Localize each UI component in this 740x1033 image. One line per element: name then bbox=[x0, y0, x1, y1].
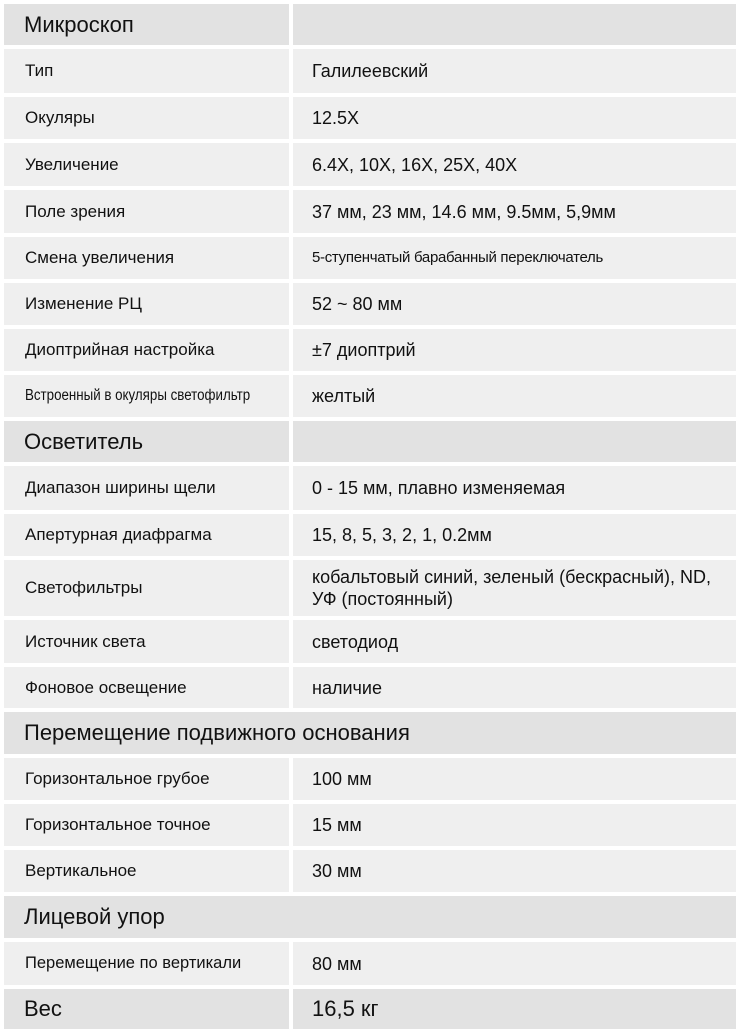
row-label: Апертурная диафрагма bbox=[4, 514, 289, 556]
row-label: Диоптрийная настройка bbox=[4, 329, 289, 371]
table-row bbox=[4, 804, 736, 846]
row-value: 52 ~ 80 мм bbox=[293, 283, 736, 325]
row-label: Смена увеличения bbox=[4, 237, 289, 279]
row-label: Окуляры bbox=[4, 97, 289, 139]
table-row bbox=[4, 514, 736, 556]
row-label: Источник света bbox=[4, 620, 289, 663]
table-row bbox=[4, 49, 736, 93]
row-value: Галилеевский bbox=[293, 49, 736, 93]
section-title: Лицевой упор bbox=[4, 896, 736, 938]
row-value: 0 - 15 мм, плавно изменяемая bbox=[293, 466, 736, 510]
table-row bbox=[4, 466, 736, 510]
row-value: 100 мм bbox=[293, 758, 736, 800]
row-value: ±7 диоптрий bbox=[293, 329, 736, 371]
table-row bbox=[4, 942, 736, 985]
row-label: Встроенный в окуляры светофильтр bbox=[25, 387, 251, 404]
row-label: Светофильтры bbox=[4, 560, 289, 616]
row-label: Горизонтальное грубое bbox=[4, 758, 289, 800]
section-header-face-rest bbox=[4, 896, 736, 938]
weight-value: 16,5 кг bbox=[293, 989, 736, 1029]
row-label: Увеличение bbox=[4, 143, 289, 186]
spec-table bbox=[4, 4, 736, 1033]
table-row bbox=[4, 375, 736, 417]
table-row bbox=[4, 97, 736, 139]
row-label-cell bbox=[4, 375, 289, 417]
section-header-base-movement bbox=[4, 712, 736, 754]
row-value: 6.4X, 10X, 16X, 25X, 40X bbox=[293, 143, 736, 186]
weight-label: Вес bbox=[4, 989, 289, 1029]
row-label: Диапазон ширины щели bbox=[4, 466, 289, 510]
row-value: 30 мм bbox=[293, 850, 736, 892]
row-label: Фоновое освещение bbox=[4, 667, 289, 708]
row-label: Перемещение по вертикали bbox=[4, 942, 289, 985]
row-value: 80 мм bbox=[293, 942, 736, 985]
row-value: светодиод bbox=[293, 620, 736, 663]
row-value: 15, 8, 5, 3, 2, 1, 0.2мм bbox=[293, 514, 736, 556]
table-row bbox=[4, 190, 736, 233]
row-label: Вертикальное bbox=[4, 850, 289, 892]
row-label: Поле зрения bbox=[4, 190, 289, 233]
table-row bbox=[4, 620, 736, 663]
table-row bbox=[4, 143, 736, 186]
row-value: 12.5X bbox=[293, 97, 736, 139]
section-header-illuminator bbox=[4, 421, 736, 462]
table-row bbox=[4, 329, 736, 371]
section-empty-cell bbox=[293, 4, 736, 45]
section-title: Перемещение подвижного основания bbox=[4, 712, 736, 754]
row-label: Горизонтальное точное bbox=[4, 804, 289, 846]
section-title: Осветитель bbox=[4, 421, 289, 462]
weight-row bbox=[4, 989, 736, 1029]
row-label: Тип bbox=[4, 49, 289, 93]
row-value: 5-ступенчатый барабанный переключатель bbox=[293, 237, 736, 279]
table-row bbox=[4, 667, 736, 708]
section-empty-cell bbox=[293, 421, 736, 462]
row-label: Изменение РЦ bbox=[4, 283, 289, 325]
section-title: Микроскоп bbox=[4, 4, 289, 45]
row-value: кобальтовый синий, зеленый (бескрасный), ND, УФ (постоянный) bbox=[293, 560, 736, 616]
table-row bbox=[4, 758, 736, 800]
section-header-microscope bbox=[4, 4, 736, 45]
row-value: 15 мм bbox=[293, 804, 736, 846]
table-row bbox=[4, 560, 736, 616]
row-value: наличие bbox=[293, 667, 736, 708]
row-value: желтый bbox=[293, 375, 736, 417]
row-value: 37 мм, 23 мм, 14.6 мм, 9.5мм, 5,9мм bbox=[293, 190, 736, 233]
table-row bbox=[4, 237, 736, 279]
table-row bbox=[4, 850, 736, 892]
table-row bbox=[4, 283, 736, 325]
